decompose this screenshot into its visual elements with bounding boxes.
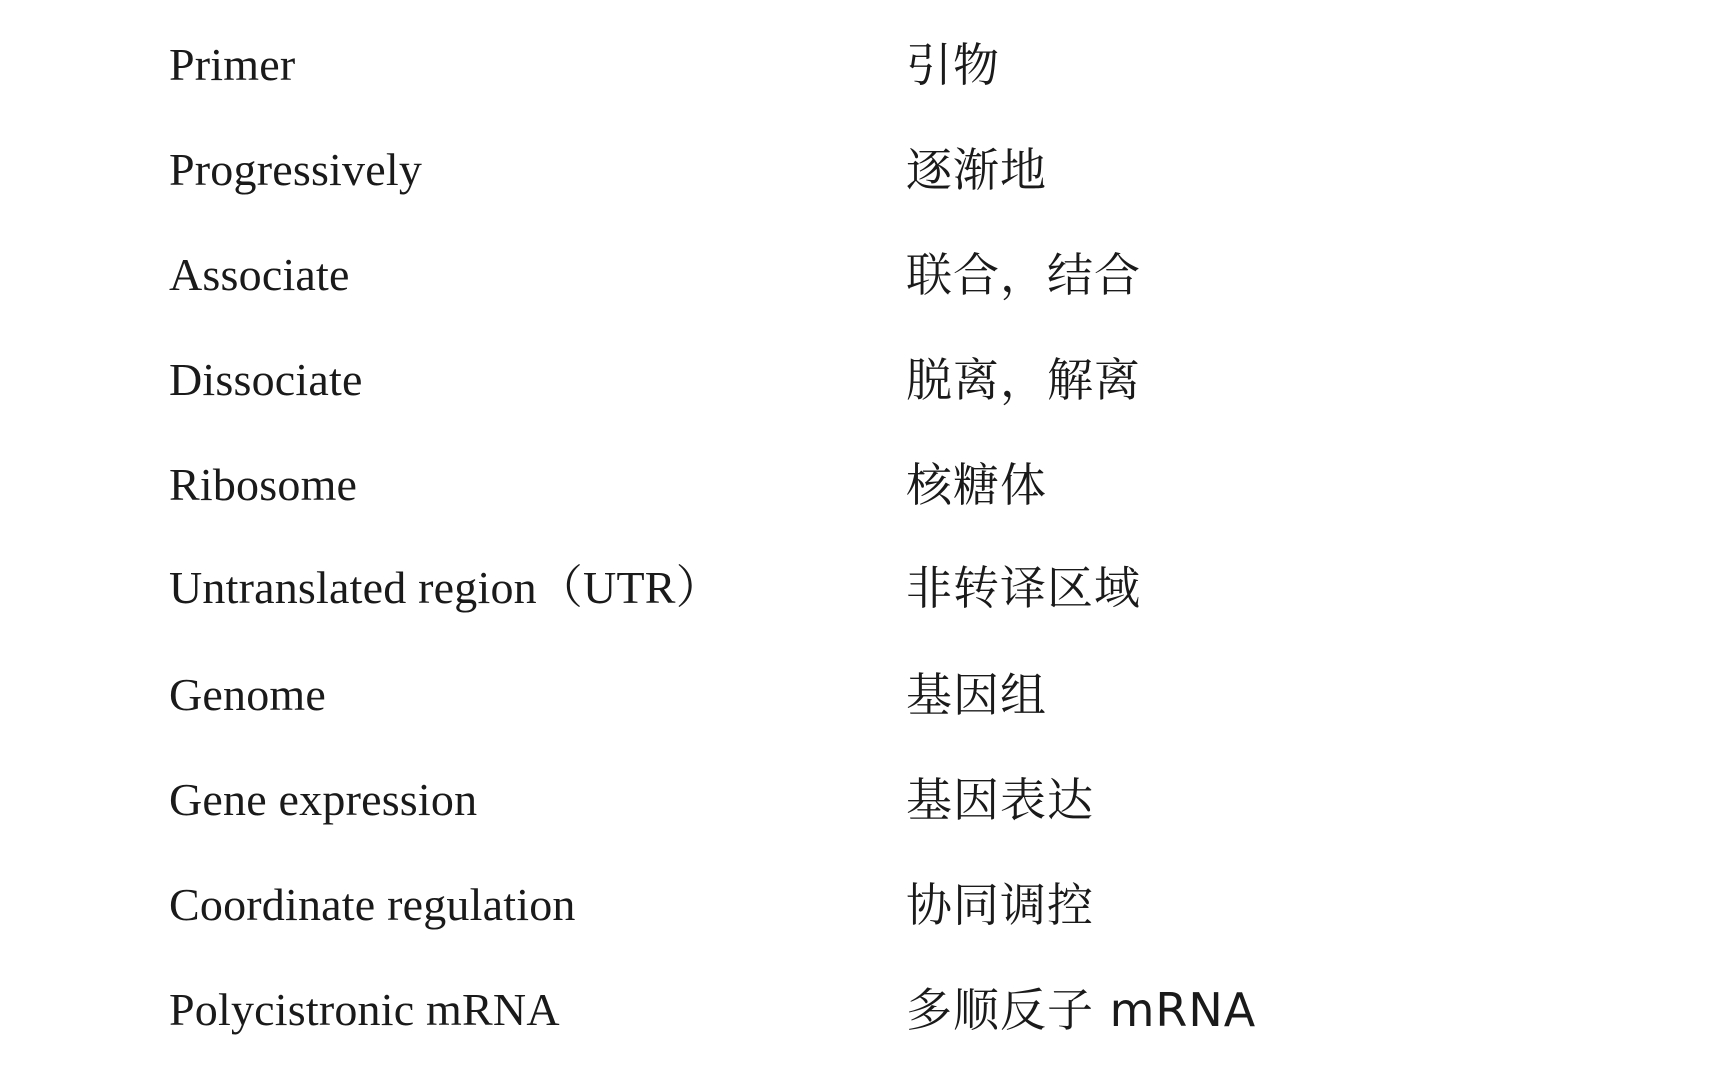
term-chinese: 逐渐地: [906, 143, 1047, 197]
term-chinese: 非转译区域: [906, 561, 1141, 615]
term-english: Progressively: [169, 144, 423, 195]
term-english: Associate: [169, 249, 350, 300]
glossary-row: [0, 445, 1728, 525]
glossary-row: [0, 548, 1728, 628]
glossary-row: [0, 340, 1728, 420]
term-chinese: 基因表达: [906, 773, 1094, 827]
term-english: Genome: [169, 669, 327, 720]
term-english: Polycistronic mRNA: [169, 984, 560, 1035]
term-chinese: 脱离，解离: [906, 353, 1141, 407]
term-english: Primer: [169, 39, 296, 90]
glossary-row: [0, 760, 1728, 840]
term-english: Gene expression: [169, 774, 478, 825]
glossary-row: [0, 655, 1728, 735]
term-chinese: 联合，结合: [906, 248, 1141, 302]
term-english: Untranslated region（UTR）: [169, 562, 722, 613]
glossary-row: [0, 970, 1728, 1050]
term-english: Ribosome: [169, 459, 358, 510]
term-chinese: 协同调控: [906, 878, 1094, 932]
glossary-row: [0, 865, 1728, 945]
term-chinese: 基因组: [906, 668, 1047, 722]
term-chinese: 引物: [906, 38, 1000, 92]
term-chinese: 核糖体: [906, 458, 1047, 512]
glossary-row: [0, 25, 1728, 105]
term-chinese: 多顺反子 mRNA: [906, 983, 1257, 1037]
term-english: Dissociate: [169, 354, 363, 405]
glossary-row: [0, 130, 1728, 210]
term-english: Coordinate regulation: [169, 879, 576, 930]
glossary-row: [0, 235, 1728, 315]
